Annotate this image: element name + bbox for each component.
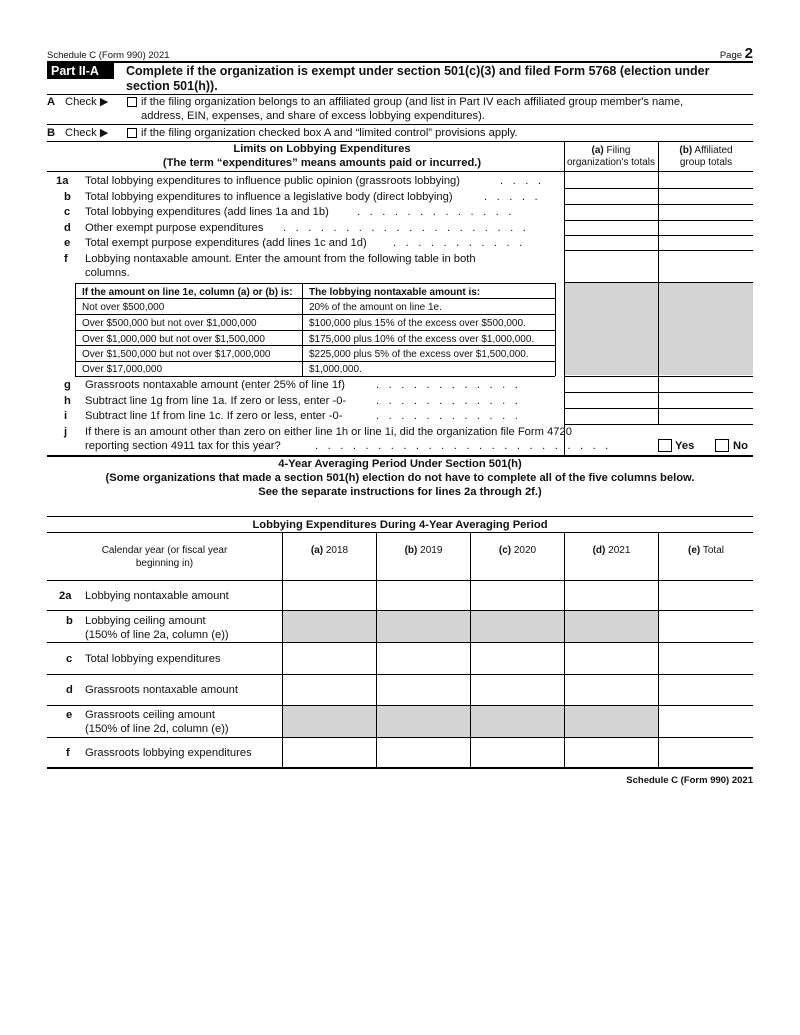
line-1j-no-label: No [733, 440, 748, 452]
col-2019-header [377, 544, 470, 557]
row-2e-num: e [66, 709, 73, 721]
line-1c-dots: . . . . . . . . . . . . . [357, 206, 515, 218]
line-1g-text: Grassroots nontaxable amount (enter 25% of line 1f) [85, 379, 345, 391]
col-2019-label: 2019 [420, 545, 443, 556]
table-row-3-right: $175,000 plus 10% of the excess over $1,000,000. [309, 334, 535, 345]
table-row-3-left: Over $1,000,000 but not over $1,500,000 [82, 334, 265, 345]
line-1j-text1: If there is an amount other than zero on either line 1h or line 1i, did the organization file Form 4720 [85, 426, 572, 438]
col-2020-letter: (c) [498, 545, 512, 556]
part-title-line2: section 501(h)). [126, 79, 218, 93]
line-1g-dots: . . . . . . . . . . . . [376, 379, 522, 391]
col-b-header [659, 145, 753, 169]
check-b-checkbox[interactable] [127, 128, 137, 138]
line-1e-dots: . . . . . . . . . . . [393, 237, 526, 249]
line-1j-no-checkbox[interactable] [715, 439, 729, 452]
col-2018-header [283, 544, 376, 557]
cal-year-label1: Calendar year (or fiscal year [101, 545, 228, 556]
check-a-letter: A [47, 96, 56, 108]
col-2019-letter: (b) [404, 545, 418, 556]
col-b-letter: (b) [679, 145, 693, 156]
col-total-letter: (e) [688, 545, 701, 556]
line-1e-num: e [64, 237, 71, 249]
col-a-label2: organization's totals [566, 157, 656, 168]
form-name-footer: Schedule C (Form 990) 2021 [626, 775, 753, 786]
line-1h-num: h [64, 395, 71, 407]
line-1a-num: 1a [56, 175, 69, 187]
table-row-1-right: 20% of the amount on line 1e. [309, 302, 442, 313]
line-1e-text: Total exempt purpose expenditures (add lines 1c and 1d) [85, 237, 367, 249]
row-2f-text: Grassroots lobbying expenditures [85, 747, 252, 759]
line-1j-dots: . . . . . . . . . . . . . . . . . . . . . . . . [315, 440, 612, 452]
limits-title1: Limits on Lobbying Expenditures [233, 143, 411, 155]
averaging-title1: 4-Year Averaging Period Under Section 501(h) [278, 458, 522, 470]
line-1j-num: j [64, 426, 68, 438]
check-a-text1: if the filing organization belongs to an affiliated group (and list in Part IV each affiliated group member's name, [141, 96, 684, 108]
col-2021-header [565, 544, 658, 557]
page-digit: 2 [744, 45, 753, 62]
line-1f-text1: Lobbying nontaxable amount. Enter the amount from the following table in both [85, 253, 476, 265]
col-2020-label: 2020 [513, 545, 537, 556]
row-2d-text: Grassroots nontaxable amount [85, 684, 238, 696]
line-1a-dots: . . . . [500, 175, 545, 187]
check-b-letter: B [47, 127, 56, 139]
row-2a-2018-input[interactable] [283, 581, 376, 610]
col-b-label1: Affiliated [694, 145, 733, 156]
table-row-2-right: $100,000 plus 15% of the excess over $500,000. [309, 318, 526, 329]
form-name-header: Schedule C (Form 990) 2021 [47, 50, 170, 61]
table-row-2-left: Over $500,000 but not over $1,000,000 [82, 318, 257, 329]
col-2020-header [471, 544, 564, 557]
row-2a-text: Lobbying nontaxable amount [85, 590, 229, 602]
check-a-label: Check ▶ [65, 96, 109, 108]
part-title-line1: Complete if the organization is exempt under section 501(c)(3) and filed Form 5768 (election under [126, 64, 710, 78]
col-total-label: Total [702, 545, 724, 556]
line-1a-col-a-input[interactable] [565, 172, 658, 188]
line-1c-text: Total lobbying expenditures (add lines 1a and 1b) [85, 206, 329, 218]
line-1h-dots: . . . . . . . . . . . . [376, 395, 522, 407]
line-1j-yes-label: Yes [675, 440, 695, 452]
col-2018-label: 2018 [325, 545, 349, 556]
col-a-letter: (a) [591, 145, 604, 156]
line-1b-num: b [64, 191, 71, 203]
page-number [720, 45, 753, 62]
row-2a-total-input[interactable] [659, 581, 753, 610]
line-1b-dots: . . . . . [484, 191, 541, 203]
check-a-checkbox[interactable] [127, 97, 137, 107]
line-1i-text: Subtract line 1f from line 1c. If zero or less, enter -0- [85, 410, 343, 422]
averaging-title2: (Some organizations that made a section 501(h) election do not have to complete all of the five columns below. [105, 472, 695, 484]
line-1d-num: d [64, 222, 71, 234]
row-2f-num: f [66, 747, 70, 759]
line-1b-text: Total lobbying expenditures to influence a legislative body (direct lobbying) [85, 191, 453, 203]
page-label: Page [719, 50, 743, 61]
averaging-table-title: Lobbying Expenditures During 4-Year Averaging Period [252, 519, 548, 531]
line-1d-text: Other exempt purpose expenditures [85, 222, 264, 234]
row-2a-num: 2a [59, 590, 72, 602]
line-1d-dots: . . . . . . . . . . . . . . . . . . . . [283, 222, 530, 234]
row-2b-text2: (150% of line 2a, column (e)) [85, 629, 229, 641]
line-1f-text2: columns. [85, 267, 130, 279]
table-row-4-left: Over $1,500,000 but not over $17,000,000 [82, 349, 271, 360]
line-1c-num: c [64, 206, 71, 218]
col-total-header [659, 544, 753, 557]
table-head-right: The lobbying nontaxable amount is: [309, 287, 481, 298]
col-b-label2: group totals [679, 157, 733, 168]
row-2b-num: b [66, 615, 73, 627]
table-row-5-left: Over $17,000,000 [82, 364, 163, 375]
line-1h-text: Subtract line 1g from line 1a. If zero or less, enter -0- [85, 395, 347, 407]
part-label: Part II-A [47, 63, 114, 79]
cal-year-label2: beginning in) [135, 558, 194, 569]
table-row-5-right: $1,000,000. [309, 364, 362, 375]
line-1a-text: Total lobbying expenditures to influence public opinion (grassroots lobbying) [85, 175, 461, 187]
col-2021-letter: (d) [592, 545, 606, 556]
check-b-text: if the filing organization checked box A and “limited control” provisions apply. [141, 127, 518, 139]
col-2021-label: 2021 [608, 545, 631, 556]
col-a-header [565, 145, 657, 169]
line-1j-yes-checkbox[interactable] [658, 439, 672, 452]
row-2e-text2: (150% of line 2d, column (e)) [85, 723, 229, 735]
line-1i-dots: . . . . . . . . . . . . [376, 410, 522, 422]
averaging-title3: See the separate instructions for lines 2a through 2f.) [258, 486, 542, 498]
row-2c-num: c [66, 653, 73, 665]
check-a-text2: address, EIN, expenses, and share of excess lobbying expenditures). [141, 110, 485, 122]
check-b-label: Check ▶ [65, 127, 109, 139]
table-row-4-right: $225,000 plus 5% of the excess over $1,500,000. [309, 349, 529, 360]
line-1i-num: i [64, 410, 68, 422]
line-1j-text2: reporting section 4911 tax for this year? [85, 440, 281, 452]
line-1f-num: f [64, 253, 68, 265]
line-1a-col-b-input[interactable] [659, 172, 753, 188]
table-row-1-left: Not over $500,000 [82, 302, 165, 313]
row-2e-text1: Grassroots ceiling amount [85, 709, 215, 721]
row-2d-num: d [66, 684, 73, 696]
table-head-left: If the amount on line 1e, column (a) or (b) is: [82, 287, 293, 298]
row-2c-text: Total lobbying expenditures [85, 653, 221, 665]
line-1g-num: g [64, 379, 71, 391]
col-a-label1: Filing [606, 145, 631, 156]
col-2018-letter: (a) [310, 545, 324, 556]
row-2b-text1: Lobbying ceiling amount [85, 615, 206, 627]
limits-title2: (The term “expenditures” means amounts paid or incurred.) [162, 157, 482, 169]
